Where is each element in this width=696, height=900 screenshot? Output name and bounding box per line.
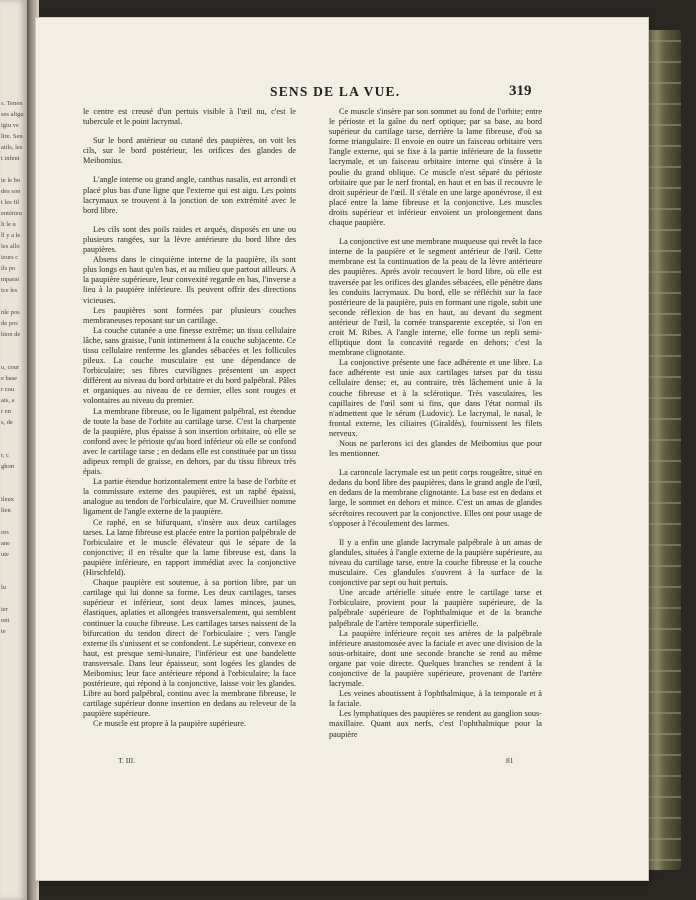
paragraph: Chaque paupière est soutenue, à sa portion libre, par un cartilage qui lui donne sa forme. Les deux cartilages, tarses supérieur et inférieur, sont deux lames minces, jaunes, élastiques, aplaties et allongées transversalement, qui semblent continuer la couche fibreuse. Les cartilages tarses naissent de la bifurcation du tendon direct de l'orbiculaire ; vers l'angle externe ils s'unissent et se confondent. Le supérieur, convexe en haut, est presque semi-lunaire, l'inférieur est une bandelette transversale. Dans leur épaisseur, sont logées les glandes de Meibomius; leur face antérieure répond à l'orbiculaire; la face postérieure, qui répond à la conjonctive, laisse voir les glandes. Libre au bord palpébral, continu avec la membrane fibreuse, le cartilage supérieur donne insertion en dedans au releveur de la paupière supérieure. <box>83 578 296 719</box>
paragraph: L'angle interne ou grand angle, canthus nasalis, est arrondi et placé plus bas d'une ligne que l'externe qui est aigu. Les points lacrymaux se trouvent à la jonction de son extrémité avec le bord libre. <box>83 175 296 215</box>
paragraph: La couche cutanée a une finesse extrême; un tissu cellulaire lâche, sans graisse, l'unit intimement à la couche subjacente. Ce tissu cellulaire renferme les glandes sébacées et les follicules pileux. La couche musculaire est une dépendance de l'orbiculaire; ses fibres curvilignes présentent un aspect différent au niveau du bord orbitaire et du bord palpébral. Pâles et organiques au niveau de ce dernier, elles sont rouges et volontaires au niveau du premier. <box>83 325 296 406</box>
facing-page-fragment: ont <box>1 617 10 624</box>
paragraph: Les veines aboutissent à l'ophthalmique, à la temporale et à la faciale. <box>329 689 542 709</box>
facing-page-fragment: ice les <box>1 287 18 294</box>
facing-page-fragment: r, c <box>1 452 10 459</box>
paragraph: Ce muscle s'insère par son sommet au fond de l'orbite; entre le périoste et la gaîne du nerf optique; par sa base, au bord supérieur du cartilage tarse, derrière la lame fibreuse, d'où sa forme triangulaire. Il envoie en outre un faisceau orbitaire vers l'angle externe, qui se fixe à la partie inférieure de la fossette lacrymale, et un faisceau orbitaire interne qui s'insère à la poulie du grand oblique. Ce muscle n'est séparé du périoste orbitaire que par le nerf frontal, en haut et en bas il recouvre le droit supérieur de l'œil. Il s'étale en une large aponévrose, il est placé entre la lame fibreuse et la conjonctive. Les muscles droits supérieur et inférieur envoient un prolongement dans chaque paupière. <box>329 107 542 228</box>
facing-page-fragment: ier <box>1 606 8 613</box>
paragraph: Les cils sont des poils raides et arqués, disposés en une ou plusieurs rangées, sur la lèvre antérieure du bord libre des paupières. <box>83 224 296 255</box>
facing-page-fragment: u, cour <box>1 364 20 371</box>
page-number: 319 <box>509 83 532 99</box>
right-text-column <box>329 107 542 740</box>
paragraph: Les paupières sont formées par plusieurs couches membraneuses reposant sur un cartilage. <box>83 305 296 325</box>
paragraph: La caroncule lacrymale est un petit corps rougeâtre, situé en dedans du bord libre des paupières, dans le grand angle de l'œil, en dedans de la membrane clignotante. La base est en dedans et large, le sommet en dehors et mince. C'est un amas de glandes sécrétoires recouvert par la conjonctive. Elles ont pour usage de s'opposer à l'écoulement des larmes. <box>329 468 542 528</box>
facing-page-fragment: lire. Sen <box>1 133 23 140</box>
facing-page-fragment: t infeni <box>1 155 20 162</box>
facing-page-fragment: ais, a <box>1 397 15 404</box>
facing-page-edge <box>0 0 28 900</box>
facing-page-fragment: nle pos <box>1 309 20 316</box>
facing-page-fragment: r en <box>1 408 11 415</box>
facing-page-fragment: hion de <box>1 331 21 338</box>
facing-page-fragment: ils po <box>1 265 16 272</box>
facing-page-fragment: ie le bo <box>1 177 21 184</box>
paragraph: Les lymphatiques des paupières se rendent au ganglion sous-maxillaire. Quant aux nerfs, c'est l'ophthalmique pour la paupière <box>329 709 542 739</box>
facing-page-fragment: e base <box>1 375 18 382</box>
volume-signature: T. III. <box>118 756 136 765</box>
facing-page-fragment: ane <box>1 540 11 547</box>
facing-page-fragment: ll y a le <box>1 232 21 239</box>
facing-page-fragment: lu <box>1 584 7 591</box>
facing-page-fragment: t les fil <box>1 199 20 206</box>
facing-page-fragment: lien <box>1 507 11 514</box>
paragraph: La membrane fibreuse, ou le ligament palpébral, est étendue de toute la base de l'orbite au cartilage tarse. C'est la charpente de la paupière, plus épaisse à son insertion orbitaire, où elle se confond avec le périoste qu'au bord inférieur où elle se confond avec le cartilage tarse ; en dedans elle est constituée par un tissu adipeux rempli de graisse, en dehors, par du tissu fibreux très épais. <box>83 406 296 477</box>
facing-page-fragment: de pos <box>1 320 18 327</box>
running-head: SENS DE LA VUE. <box>270 84 401 99</box>
paragraph: La conjonctive est une membrane muqueuse qui revêt la face interne de la paupière et le segment antérieur de l'œil. Cette membrane est la continuation de la peau de la lèvre antérieure des paupières. Après avoir recouvert le bord libre, où elle est traversée par les orifices des glandes sébacées, elle pénètre dans les conduits lacrymaux. Du bord, elle se réfléchit sur la face postérieure de la paupière, puis en formant une rigole, subit une seconde réflexion de bas en haut, au devant du segment antérieur de l'œil, la cornée transparente exceptée, si l'on en croit M. Ribes. A l'angle interne, elle forme un repli semi-elliptique dont la concavité regarde en dehors; c'est la membrane clignotante. <box>329 237 542 358</box>
book-page-edges <box>647 30 681 870</box>
left-text-column <box>83 107 296 730</box>
facing-page-fragment: ute <box>1 551 9 558</box>
sheet-signature: 81 <box>506 756 514 765</box>
facing-page-fragment: lt le u <box>1 221 16 228</box>
paragraph: La partie étendue horizontalement entre la base de l'orbite et la commissure externe des paupières, est un raphé épaissi, analogue au tendon de l'orbiculaire, que M. Cruveilhier nomme ligament de l'angle externe de la paupière. <box>83 477 296 517</box>
paragraph: Ce raphé, en se bifurquant, s'insère aux deux cartilages tarses. La lame fibreuse est placée entre la portion palpébrale de l'orbiculaire et le muscle élévateur qui le sépare de la conjonctive; il en résulte que la lame fibreuse est, dans la paupière inférieure, en rapport immédiat avec la conjonctive (Hirschfeld). <box>83 517 296 578</box>
facing-page-fragment: ieurs c <box>1 254 19 261</box>
facing-page-fragment: ghon <box>1 463 14 470</box>
facing-page-fragment: s. Tenen <box>1 100 23 107</box>
facing-page-fragment: s, de <box>1 419 13 426</box>
paragraph: La paupière inférieure reçoit ses artères de la palpébrale inférieure anastomosée avec la faciale et avec une division de la sous-orbitaire, dont une seconde branche se rend au même organe par voie directe. Quelques branches se rendent à la conjonctive de la paupière supérieure, provenant de l'artère lacrymale. <box>329 628 542 689</box>
paragraph: La conjonctive présente une face adhérente et une libre. La face adhérente est unie aux cartilages tarses par du tissu cellulaire dense; et, au contraire, très lâchement unie à la couche fibreuse et à la sclérotique. Très vasculaires, les capillaires de l'œil sont si fins, que dans l'état normal ils n'admettent que le sérum (Ludovic). Le lacrymal, le nasal, le frontal externe, les ciliaires (Giraldès), fournissent les filets nerveux. <box>329 358 542 438</box>
facing-page-fragment: ors <box>1 529 9 536</box>
facing-page-fragment: aiils, les <box>1 144 23 151</box>
facing-page-fragment: igiu ve <box>1 122 19 129</box>
facing-page-fragment: mparai <box>1 276 20 283</box>
facing-page-fragment: les allo <box>1 243 20 250</box>
paragraph: Il y a enfin une glande lacrymale palpébrale à un amas de glandules, situées à l'angle externe de la paupière supérieure, au niveau du cartilage tarse, entre la couche fibreuse et la couche musculaire. Ces glandules s'ouvrent à la surface de la conjonctive par sept ou huit pertuis. <box>329 537 542 588</box>
paragraph: le centre est creusé d'un pertuis visible à l'œil nu, c'est le tubercule et le point lacrymal. <box>83 107 296 127</box>
facing-page-fragment: r cou <box>1 386 15 393</box>
paragraph: Ce muscle est propre à la paupière supérieure. <box>93 719 246 729</box>
paragraph: Absens dans le cinquième interne de la paupière, ils sont plus longs en haut qu'en bas, et au milieu que partout ailleurs. A la paupière supérieure, leur convexité regarde en bas, l'inverse a lieu à la paupière inférieure. Ils peuvent offrir des directions vicieuses. <box>83 255 296 305</box>
facing-page-fragment: ses aligu <box>1 111 24 118</box>
facing-page-fragment: te <box>1 628 6 635</box>
paragraph: Nous ne parlerons ici des glandes de Meibomius que pour les mentionner. <box>329 439 542 459</box>
facing-page-fragment: des son <box>1 188 21 195</box>
facing-page-fragment: entérieu <box>1 210 22 217</box>
paragraph: Une arcade artérielle située entre le cartilage tarse et l'orbiculaire, provient pour la paupière supérieure, de la palpébrale supérieure de l'ophthalmique et de la branche palpébrale de l'artère temporale superficielle. <box>329 588 542 628</box>
facing-page-fragment: ileux <box>1 496 14 503</box>
paragraph: Sur le bord antérieur ou cutané des paupières, on voit les cils, sur le bord postérieur, les orifices des glandes de Meibomius. <box>83 136 296 166</box>
